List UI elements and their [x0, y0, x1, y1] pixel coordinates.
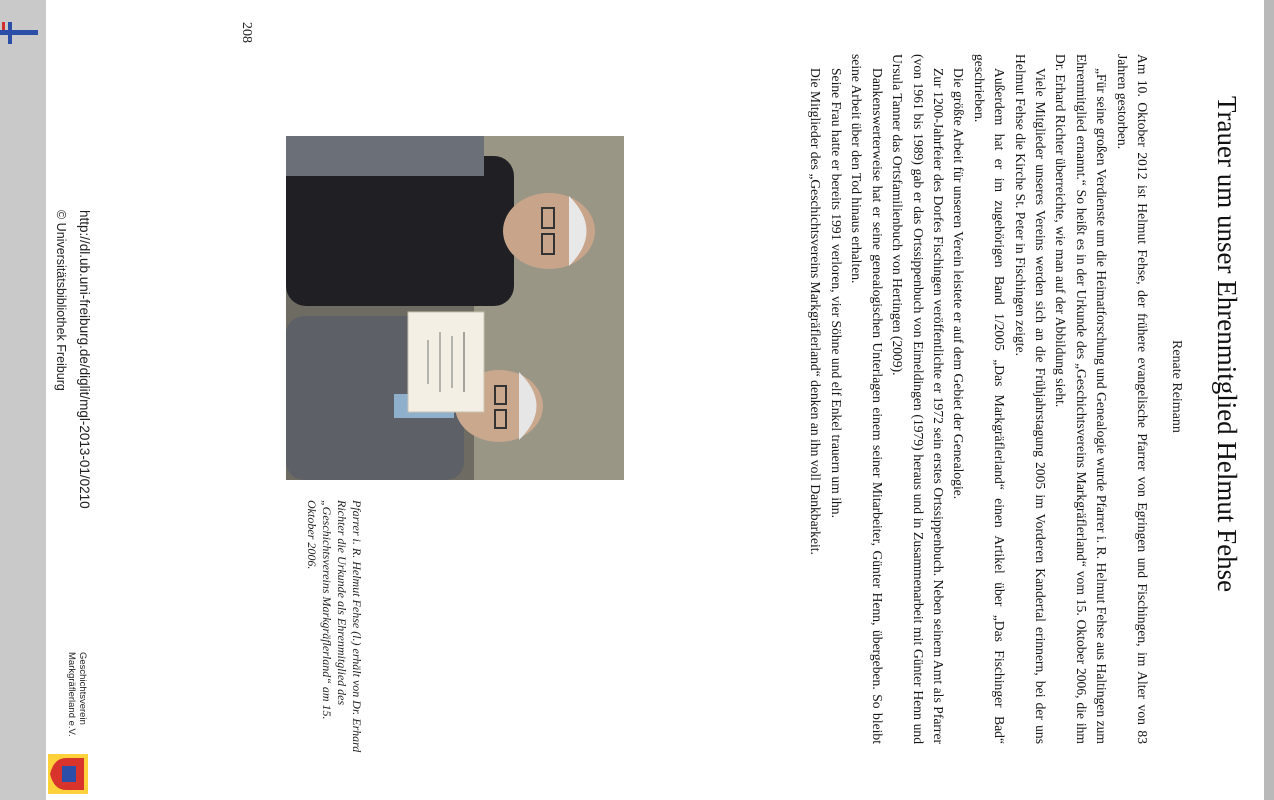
paragraph: Seine Frau hatte er bereits 1991 verloren, vier Söhne und elf Enkel trauern um ihn. — [828, 68, 844, 518]
society-crest-icon — [48, 754, 88, 794]
paragraph: „Für seine großen Verdienste um die Heimatforschung und Genealogie wurde Pfarrer i. R. Helmut Fehse aus Haltingen zum Ehrenmitglied ernannt.“ So heißt es in der Urkunde des „Geschichtsvereins Markgräflerland“ vom 15. Oktober 2006, die ihm Dr. Erhard Richter überreichte, wie man auf der Abbildung sieht. — [1053, 54, 1110, 744]
source-url[interactable]: http://dl.ub.uni-freiburg.de/diglit/mgl-2013-01/0210 — [77, 210, 92, 509]
article-author: Renate Reimann — [1169, 340, 1184, 433]
rotated-page-content — [46, 0, 1264, 800]
paragraph: Zur 1200-Jahrfeier des Dorfes Fischingen veröffentlichte er 1972 sein erstes Ortssippenbuch. Neben seinem Amt als Pfarrer (von 1961 bis 1989) gab er das Ortssippenbuch von Eimeldingen (1979) heraus und in Zusammenarbeit mit Günter Henn und Ursula Tanner das Ortsfamilienbuch von Hertingen (2009). — [890, 54, 946, 744]
paragraph: Viele Mitglieder unseres Vereins werden sich an die Frühjahrstagung 2005 im Vorderen Kandertal erinnern, bei der uns Helmut Fehse die Kirche St. Peter in Fischingen zeigte. — [1012, 54, 1048, 744]
viewer-right-strip — [1264, 0, 1274, 800]
paragraph: Die Mitglieder des „Geschichtsvereins Markgräflerland“ denken an ihn voll Dankbarkeit. — [808, 68, 824, 555]
society-name: Geschichtsverein Markgräflerland e.V. — [66, 652, 88, 737]
certificate-icon — [408, 312, 484, 412]
viewer-left-strip — [0, 0, 46, 800]
article-body — [805, 54, 1152, 744]
article-photo — [286, 136, 624, 480]
paragraph: Am 10. Oktober 2012 ist Helmut Fehse, der frühere evangelische Pfarrer von Egringen und Fischingen, im Alter von 83 Jahren gestorben. — [1114, 54, 1150, 744]
photo-caption: Pfarrer i. R. Helmut Fehse (l.) erhält von Dr. Erhard Richter die Urkunde als Ehrenmitglied des „Geschichtsvereins Markgräflerland“ am 15. Oktober 2006. — [305, 500, 364, 753]
document-page — [46, 0, 1264, 800]
article-title: Trauer um unser Ehrenmitglied Helmut Fehse — [1212, 96, 1242, 593]
page-number: 208 — [239, 22, 254, 43]
viewer-marker-icon — [0, 22, 38, 44]
paragraph: Außerdem hat er im zugehörigen Band 1/2005 „Das Markgräflerland“ einen Artikel über „Das Fischinger Bad“ geschrieben. — [971, 54, 1008, 744]
paragraph: Dankenswerterweise hat er seine genealogischen Unterlagen einem seiner Mitarbeiter, Günter Henn, übergeben. So bleibt seine Arbeit über den Tod hinaus erhalten. — [849, 54, 885, 744]
paragraph: Die größte Arbeit für unseren Verein leistete er auf dem Gebiet der Genealogie. — [951, 68, 967, 500]
copyright-notice: © Universitätsbibliothek Freiburg — [54, 210, 68, 391]
